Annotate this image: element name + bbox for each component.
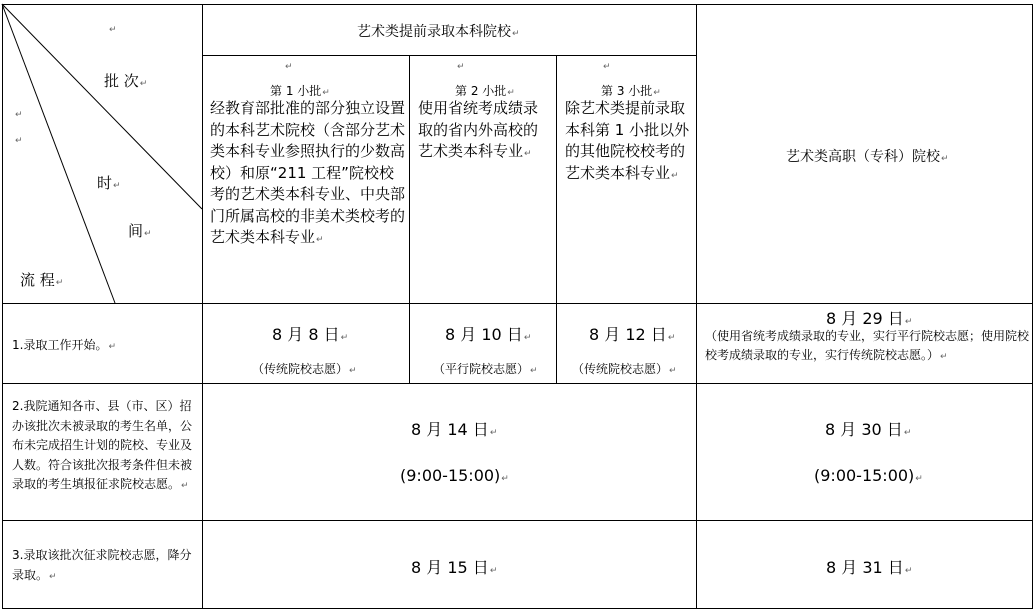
border-col3 <box>556 55 557 384</box>
border-bottom <box>2 608 1033 609</box>
border-col4 <box>696 4 697 609</box>
early-admission-group-header: 艺术类提前录取本科院校↵ <box>357 24 520 40</box>
row1-sub2-note: （平行院校志愿）↵ <box>433 362 538 376</box>
row1-sub1-date: 8 月 8 日↵ <box>272 325 349 344</box>
row3-early-date: 8 月 15 日↵ <box>411 558 498 577</box>
paragraph-mark: ↵ <box>457 62 465 72</box>
paragraph-mark: ↵ <box>15 110 23 120</box>
border-subheader <box>202 55 697 56</box>
step-1-label: 1.录取工作开始。↵ <box>12 338 116 352</box>
row2-early-date: 8 月 14 日↵ <box>411 420 498 439</box>
border-col2 <box>409 55 410 384</box>
paragraph-mark: ↵ <box>109 25 117 35</box>
sub-batch-1-description: 经教育部批准的部分独立设置的本科艺术院校（含部分艺术类本科专业参照执行的少数高校）和原“211 工程”院校校考的艺术类本科专业、中央部门所属高校的非美术类校考的艺术类本科专业↵ <box>210 99 406 246</box>
corner-time-label: 时↵ <box>97 174 121 192</box>
row3-vocational-date: 8 月 31 日↵ <box>826 558 913 577</box>
row1-sub2-date: 8 月 10 日↵ <box>445 325 532 344</box>
sub-batch-2-description: 使用省统考成绩录取的省内外高校的艺术类本科专业↵ <box>418 99 539 160</box>
paragraph-mark: ↵ <box>285 62 293 72</box>
step-3-label: 3.录取该批次征求院校志愿，降分录取。↵ <box>12 548 192 582</box>
step-2-label: 2.我院通知各市、县（市、区）招办该批次未被录取的考生名单，公布未完成招生计划的院校、专业及人数。符合该批次报考条件但未被录取的考生填报征求院校志愿。↵ <box>12 399 193 491</box>
corner-interval-label: 间↵ <box>128 222 152 240</box>
vocational-college-header: 艺术类高职（专科）院校↵ <box>786 149 949 165</box>
row1-vocational-date: 8 月 29 日↵ <box>826 309 913 328</box>
row1-sub1-note: （传统院校志愿）↵ <box>252 362 357 376</box>
corner-batch-label: 批 次↵ <box>104 72 148 90</box>
diagonal-lines <box>0 0 203 305</box>
corner-flow-label: 流 程↵ <box>20 271 64 289</box>
row1-sub3-note: （传统院校志愿）↵ <box>572 362 677 376</box>
border-right <box>1032 4 1033 609</box>
border-row3 <box>2 520 1033 521</box>
paragraph-mark: ↵ <box>15 136 23 146</box>
paragraph-mark: ↵ <box>603 62 611 72</box>
border-row2 <box>2 383 1033 384</box>
row1-vocational-note: （使用省统考成绩录取的专业，实行平行院校志愿；使用院校校考成绩录取的专业，实行传统院校志愿。）↵ <box>705 329 1030 362</box>
sub-batch-3-description: 除艺术类提前录取本科第 1 小批以外的其他院校校考的艺术类本科专业↵ <box>565 99 690 182</box>
row2-vocational-time: (9:00-15:00)↵ <box>814 466 923 485</box>
sub-batch-1-title: 第 1 小批↵ <box>270 84 330 98</box>
diagonal-line-flow <box>2 4 115 303</box>
sub-batch-2-title: 第 2 小批↵ <box>455 84 515 98</box>
row2-vocational-date: 8 月 30 日↵ <box>825 420 912 439</box>
row2-early-time: (9:00-15:00)↵ <box>400 466 509 485</box>
row1-sub3-date: 8 月 12 日↵ <box>589 325 676 344</box>
sub-batch-3-title: 第 3 小批↵ <box>601 84 661 98</box>
